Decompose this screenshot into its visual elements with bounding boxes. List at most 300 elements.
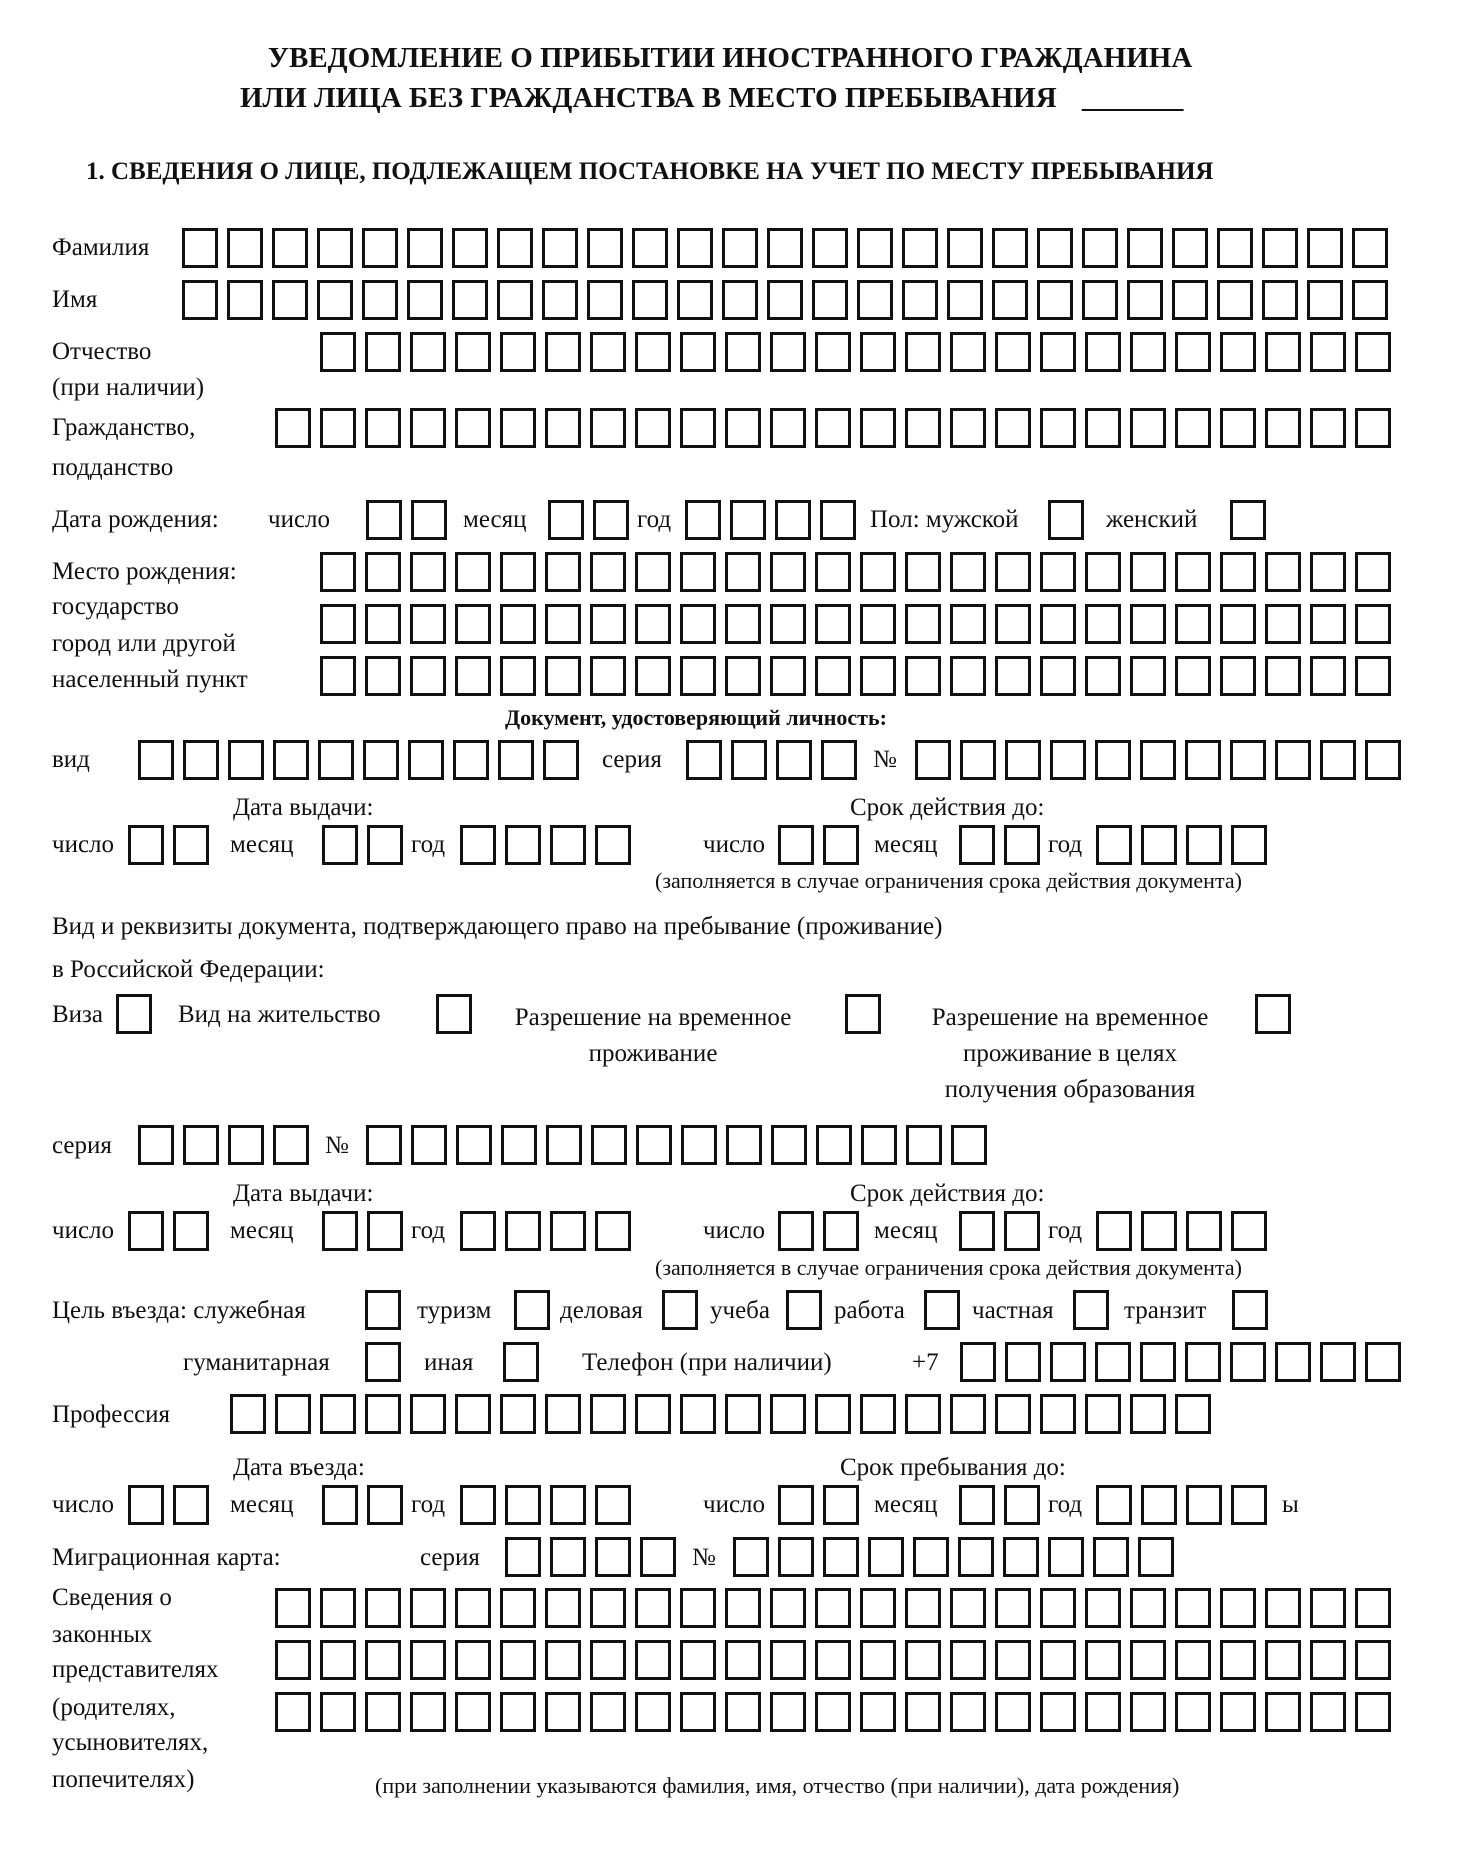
char-box[interactable] bbox=[138, 1125, 174, 1165]
char-box[interactable] bbox=[860, 604, 896, 644]
char-box[interactable] bbox=[590, 1692, 626, 1732]
char-box[interactable] bbox=[1040, 1394, 1076, 1434]
char-box[interactable] bbox=[1307, 228, 1343, 268]
char-box[interactable] bbox=[1355, 1640, 1391, 1680]
char-box[interactable] bbox=[725, 656, 761, 696]
char-box[interactable] bbox=[411, 500, 447, 540]
trp-edu-checkbox[interactable] bbox=[1255, 994, 1291, 1034]
migration-series-cells[interactable] bbox=[505, 1537, 676, 1577]
char-box[interactable] bbox=[1186, 1485, 1222, 1525]
char-box[interactable] bbox=[173, 825, 209, 865]
char-box[interactable] bbox=[823, 1485, 859, 1525]
char-box[interactable] bbox=[1275, 740, 1311, 780]
char-box[interactable] bbox=[722, 280, 758, 320]
birthplace-cells-3[interactable] bbox=[320, 656, 1391, 696]
stay-valid-year-cells[interactable] bbox=[1096, 1211, 1267, 1251]
char-box[interactable] bbox=[905, 604, 941, 644]
doc-series-cells[interactable] bbox=[686, 740, 857, 780]
char-box[interactable] bbox=[500, 1640, 536, 1680]
char-box[interactable] bbox=[1096, 1485, 1132, 1525]
char-box[interactable] bbox=[595, 1485, 631, 1525]
char-box[interactable] bbox=[632, 280, 668, 320]
char-box[interactable] bbox=[317, 228, 353, 268]
char-box[interactable] bbox=[1140, 740, 1176, 780]
char-box[interactable] bbox=[1220, 1588, 1256, 1628]
birth-month-cells[interactable] bbox=[548, 500, 629, 540]
char-box[interactable] bbox=[680, 332, 716, 372]
char-box[interactable] bbox=[681, 1125, 717, 1165]
char-box[interactable] bbox=[410, 408, 446, 448]
char-box[interactable] bbox=[1004, 1211, 1040, 1251]
char-box[interactable] bbox=[367, 825, 403, 865]
char-box[interactable] bbox=[960, 1342, 996, 1382]
char-box[interactable] bbox=[635, 332, 671, 372]
char-box[interactable] bbox=[500, 332, 536, 372]
char-box[interactable] bbox=[455, 1394, 491, 1434]
char-box[interactable] bbox=[905, 1640, 941, 1680]
char-box[interactable] bbox=[1220, 332, 1256, 372]
char-box[interactable] bbox=[317, 280, 353, 320]
char-box[interactable] bbox=[860, 1588, 896, 1628]
char-box[interactable] bbox=[995, 1588, 1031, 1628]
char-box[interactable] bbox=[1130, 656, 1166, 696]
char-box[interactable] bbox=[725, 1692, 761, 1732]
char-box[interactable] bbox=[460, 1211, 496, 1251]
char-box[interactable] bbox=[635, 1588, 671, 1628]
char-box[interactable] bbox=[958, 1537, 994, 1577]
char-box[interactable] bbox=[725, 332, 761, 372]
char-box[interactable] bbox=[545, 1394, 581, 1434]
char-box[interactable] bbox=[1186, 1211, 1222, 1251]
char-box[interactable] bbox=[992, 280, 1028, 320]
char-box[interactable] bbox=[635, 552, 671, 592]
char-box[interactable] bbox=[1085, 604, 1121, 644]
char-box[interactable] bbox=[1096, 1211, 1132, 1251]
char-box[interactable] bbox=[995, 1394, 1031, 1434]
char-box[interactable] bbox=[1355, 604, 1391, 644]
visa-checkbox[interactable] bbox=[116, 994, 152, 1034]
char-box[interactable] bbox=[1040, 1640, 1076, 1680]
stay-issue-year-cells[interactable] bbox=[460, 1211, 631, 1251]
stay-issue-day-cells[interactable] bbox=[128, 1211, 209, 1251]
char-box[interactable] bbox=[183, 740, 219, 780]
char-box[interactable] bbox=[1217, 280, 1253, 320]
birthplace-cells-2[interactable] bbox=[320, 604, 1391, 644]
char-box[interactable] bbox=[1217, 228, 1253, 268]
char-box[interactable] bbox=[128, 825, 164, 865]
char-box[interactable] bbox=[227, 280, 263, 320]
char-box[interactable] bbox=[460, 825, 496, 865]
char-box[interactable] bbox=[1004, 825, 1040, 865]
char-box[interactable] bbox=[590, 1394, 626, 1434]
char-box[interactable] bbox=[550, 1485, 586, 1525]
char-box[interactable] bbox=[228, 1125, 264, 1165]
surname-cells[interactable] bbox=[182, 228, 1388, 268]
char-box[interactable] bbox=[730, 500, 766, 540]
char-box[interactable] bbox=[632, 228, 668, 268]
char-box[interactable] bbox=[1130, 552, 1166, 592]
char-box[interactable] bbox=[1085, 1640, 1121, 1680]
char-box[interactable] bbox=[722, 228, 758, 268]
char-box[interactable] bbox=[1320, 740, 1356, 780]
char-box[interactable] bbox=[860, 656, 896, 696]
char-box[interactable] bbox=[1040, 1692, 1076, 1732]
char-box[interactable] bbox=[677, 228, 713, 268]
char-box[interactable] bbox=[770, 656, 806, 696]
char-box[interactable] bbox=[1040, 1588, 1076, 1628]
char-box[interactable] bbox=[1355, 552, 1391, 592]
char-box[interactable] bbox=[1130, 1394, 1166, 1434]
char-box[interactable] bbox=[959, 825, 995, 865]
purpose-tourism-checkbox[interactable] bbox=[514, 1290, 550, 1330]
char-box[interactable] bbox=[322, 1485, 358, 1525]
char-box[interactable] bbox=[1175, 1640, 1211, 1680]
doc-issue-day-cells[interactable] bbox=[128, 825, 209, 865]
char-box[interactable] bbox=[320, 332, 356, 372]
char-box[interactable] bbox=[767, 280, 803, 320]
citizenship-cells[interactable] bbox=[275, 408, 1391, 448]
char-box[interactable] bbox=[771, 1125, 807, 1165]
char-box[interactable] bbox=[1265, 552, 1301, 592]
stay-series-cells[interactable] bbox=[138, 1125, 309, 1165]
char-box[interactable] bbox=[590, 1640, 626, 1680]
char-box[interactable] bbox=[915, 740, 951, 780]
char-box[interactable] bbox=[1320, 1342, 1356, 1382]
char-box[interactable] bbox=[410, 1692, 446, 1732]
char-box[interactable] bbox=[960, 740, 996, 780]
char-box[interactable] bbox=[272, 228, 308, 268]
char-box[interactable] bbox=[857, 228, 893, 268]
char-box[interactable] bbox=[320, 1588, 356, 1628]
char-box[interactable] bbox=[1141, 1485, 1177, 1525]
char-box[interactable] bbox=[1310, 408, 1346, 448]
char-box[interactable] bbox=[778, 1537, 814, 1577]
char-box[interactable] bbox=[1310, 332, 1346, 372]
char-box[interactable] bbox=[778, 1211, 814, 1251]
char-box[interactable] bbox=[725, 604, 761, 644]
char-box[interactable] bbox=[815, 1640, 851, 1680]
char-box[interactable] bbox=[1175, 656, 1211, 696]
char-box[interactable] bbox=[770, 1394, 806, 1434]
char-box[interactable] bbox=[595, 1537, 631, 1577]
char-box[interactable] bbox=[182, 228, 218, 268]
char-box[interactable] bbox=[1172, 228, 1208, 268]
char-box[interactable] bbox=[861, 1125, 897, 1165]
entry-month-cells[interactable] bbox=[322, 1485, 403, 1525]
char-box[interactable] bbox=[1355, 332, 1391, 372]
char-box[interactable] bbox=[505, 1537, 541, 1577]
char-box[interactable] bbox=[1085, 332, 1121, 372]
char-box[interactable] bbox=[686, 740, 722, 780]
char-box[interactable] bbox=[410, 332, 446, 372]
char-box[interactable] bbox=[1230, 1342, 1266, 1382]
sex-male-checkbox[interactable] bbox=[1048, 500, 1084, 540]
char-box[interactable] bbox=[545, 1588, 581, 1628]
char-box[interactable] bbox=[1175, 1692, 1211, 1732]
purpose-work-checkbox[interactable] bbox=[924, 1290, 960, 1330]
char-box[interactable] bbox=[367, 1485, 403, 1525]
char-box[interactable] bbox=[362, 228, 398, 268]
char-box[interactable] bbox=[823, 1211, 859, 1251]
char-box[interactable] bbox=[815, 552, 851, 592]
char-box[interactable] bbox=[1093, 1537, 1129, 1577]
stay-valid-day-cells[interactable] bbox=[778, 1211, 859, 1251]
stay-until-month-cells[interactable] bbox=[959, 1485, 1040, 1525]
char-box[interactable] bbox=[1355, 1692, 1391, 1732]
char-box[interactable] bbox=[1127, 280, 1163, 320]
char-box[interactable] bbox=[1005, 740, 1041, 780]
char-box[interactable] bbox=[1082, 228, 1118, 268]
char-box[interactable] bbox=[500, 656, 536, 696]
char-box[interactable] bbox=[365, 1640, 401, 1680]
profession-cells[interactable] bbox=[230, 1394, 1211, 1434]
char-box[interactable] bbox=[545, 408, 581, 448]
char-box[interactable] bbox=[1005, 1342, 1041, 1382]
char-box[interactable] bbox=[1310, 1692, 1346, 1732]
char-box[interactable] bbox=[275, 1640, 311, 1680]
char-box[interactable] bbox=[1130, 1692, 1166, 1732]
char-box[interactable] bbox=[1096, 825, 1132, 865]
char-box[interactable] bbox=[1231, 1485, 1267, 1525]
char-box[interactable] bbox=[1085, 1692, 1121, 1732]
char-box[interactable] bbox=[1175, 552, 1211, 592]
char-box[interactable] bbox=[227, 228, 263, 268]
char-box[interactable] bbox=[995, 332, 1031, 372]
char-box[interactable] bbox=[823, 825, 859, 865]
char-box[interactable] bbox=[365, 408, 401, 448]
char-box[interactable] bbox=[1262, 280, 1298, 320]
char-box[interactable] bbox=[1265, 1588, 1301, 1628]
char-box[interactable] bbox=[1037, 280, 1073, 320]
char-box[interactable] bbox=[950, 1394, 986, 1434]
trp-checkbox[interactable] bbox=[845, 994, 881, 1034]
char-box[interactable] bbox=[1231, 1211, 1267, 1251]
char-box[interactable] bbox=[995, 1692, 1031, 1732]
char-box[interactable] bbox=[545, 1692, 581, 1732]
char-box[interactable] bbox=[410, 604, 446, 644]
char-box[interactable] bbox=[823, 1537, 859, 1577]
entry-day-cells[interactable] bbox=[128, 1485, 209, 1525]
char-box[interactable] bbox=[1175, 408, 1211, 448]
char-box[interactable] bbox=[366, 500, 402, 540]
char-box[interactable] bbox=[1040, 604, 1076, 644]
char-box[interactable] bbox=[590, 1588, 626, 1628]
char-box[interactable] bbox=[365, 1394, 401, 1434]
char-box[interactable] bbox=[455, 1692, 491, 1732]
char-box[interactable] bbox=[725, 1588, 761, 1628]
char-box[interactable] bbox=[500, 1692, 536, 1732]
char-box[interactable] bbox=[183, 1125, 219, 1165]
char-box[interactable] bbox=[950, 1588, 986, 1628]
char-box[interactable] bbox=[1175, 604, 1211, 644]
char-box[interactable] bbox=[500, 1394, 536, 1434]
char-box[interactable] bbox=[820, 500, 856, 540]
char-box[interactable] bbox=[1310, 552, 1346, 592]
stay-number-cells[interactable] bbox=[366, 1125, 987, 1165]
char-box[interactable] bbox=[816, 1125, 852, 1165]
char-box[interactable] bbox=[550, 825, 586, 865]
char-box[interactable] bbox=[501, 1125, 537, 1165]
char-box[interactable] bbox=[1265, 604, 1301, 644]
char-box[interactable] bbox=[1365, 1342, 1401, 1382]
char-box[interactable] bbox=[275, 1588, 311, 1628]
char-box[interactable] bbox=[1141, 825, 1177, 865]
char-box[interactable] bbox=[411, 1125, 447, 1165]
char-box[interactable] bbox=[1265, 656, 1301, 696]
char-box[interactable] bbox=[906, 1125, 942, 1165]
char-box[interactable] bbox=[1185, 740, 1221, 780]
char-box[interactable] bbox=[407, 228, 443, 268]
char-box[interactable] bbox=[815, 1588, 851, 1628]
char-box[interactable] bbox=[500, 1588, 536, 1628]
char-box[interactable] bbox=[1050, 740, 1086, 780]
char-box[interactable] bbox=[770, 1588, 806, 1628]
char-box[interactable] bbox=[590, 332, 626, 372]
stay-until-day-cells[interactable] bbox=[778, 1485, 859, 1525]
char-box[interactable] bbox=[1175, 1394, 1211, 1434]
char-box[interactable] bbox=[950, 604, 986, 644]
char-box[interactable] bbox=[407, 280, 443, 320]
char-box[interactable] bbox=[1040, 332, 1076, 372]
char-box[interactable] bbox=[1231, 825, 1267, 865]
char-box[interactable] bbox=[857, 280, 893, 320]
char-box[interactable] bbox=[1004, 1485, 1040, 1525]
char-box[interactable] bbox=[230, 1394, 266, 1434]
char-box[interactable] bbox=[995, 604, 1031, 644]
migration-number-cells[interactable] bbox=[733, 1537, 1174, 1577]
reps-cells-2[interactable] bbox=[275, 1640, 1391, 1680]
char-box[interactable] bbox=[498, 740, 534, 780]
char-box[interactable] bbox=[902, 228, 938, 268]
char-box[interactable] bbox=[640, 1537, 676, 1577]
purpose-study-checkbox[interactable] bbox=[786, 1290, 822, 1330]
char-box[interactable] bbox=[1040, 552, 1076, 592]
doc-type-cells[interactable] bbox=[138, 740, 579, 780]
char-box[interactable] bbox=[815, 656, 851, 696]
char-box[interactable] bbox=[1130, 1640, 1166, 1680]
char-box[interactable] bbox=[320, 1640, 356, 1680]
char-box[interactable] bbox=[365, 604, 401, 644]
char-box[interactable] bbox=[1307, 280, 1343, 320]
char-box[interactable] bbox=[362, 280, 398, 320]
char-box[interactable] bbox=[1355, 656, 1391, 696]
purpose-private-checkbox[interactable] bbox=[1073, 1290, 1109, 1330]
char-box[interactable] bbox=[1185, 1342, 1221, 1382]
char-box[interactable] bbox=[138, 740, 174, 780]
char-box[interactable] bbox=[1265, 1692, 1301, 1732]
char-box[interactable] bbox=[1220, 552, 1256, 592]
char-box[interactable] bbox=[860, 408, 896, 448]
char-box[interactable] bbox=[1040, 656, 1076, 696]
char-box[interactable] bbox=[635, 1640, 671, 1680]
char-box[interactable] bbox=[1265, 332, 1301, 372]
char-box[interactable] bbox=[1085, 408, 1121, 448]
stay-until-year-cells[interactable] bbox=[1096, 1485, 1267, 1525]
char-box[interactable] bbox=[995, 552, 1031, 592]
char-box[interactable] bbox=[1220, 656, 1256, 696]
char-box[interactable] bbox=[767, 228, 803, 268]
char-box[interactable] bbox=[1037, 228, 1073, 268]
char-box[interactable] bbox=[905, 552, 941, 592]
char-box[interactable] bbox=[725, 408, 761, 448]
char-box[interactable] bbox=[1085, 1588, 1121, 1628]
char-box[interactable] bbox=[1130, 332, 1166, 372]
char-box[interactable] bbox=[1085, 552, 1121, 592]
char-box[interactable] bbox=[542, 280, 578, 320]
char-box[interactable] bbox=[455, 332, 491, 372]
char-box[interactable] bbox=[778, 825, 814, 865]
char-box[interactable] bbox=[1230, 740, 1266, 780]
char-box[interactable] bbox=[500, 604, 536, 644]
char-box[interactable] bbox=[860, 1640, 896, 1680]
purpose-transit-checkbox[interactable] bbox=[1232, 1290, 1268, 1330]
char-box[interactable] bbox=[680, 656, 716, 696]
char-box[interactable] bbox=[550, 1537, 586, 1577]
char-box[interactable] bbox=[182, 280, 218, 320]
char-box[interactable] bbox=[905, 1588, 941, 1628]
char-box[interactable] bbox=[950, 1640, 986, 1680]
char-box[interactable] bbox=[770, 408, 806, 448]
char-box[interactable] bbox=[1130, 1588, 1166, 1628]
char-box[interactable] bbox=[173, 1211, 209, 1251]
char-box[interactable] bbox=[726, 1125, 762, 1165]
char-box[interactable] bbox=[815, 1692, 851, 1732]
char-box[interactable] bbox=[366, 1125, 402, 1165]
char-box[interactable] bbox=[460, 1485, 496, 1525]
char-box[interactable] bbox=[1186, 825, 1222, 865]
char-box[interactable] bbox=[1095, 1342, 1131, 1382]
char-box[interactable] bbox=[545, 604, 581, 644]
char-box[interactable] bbox=[812, 228, 848, 268]
char-box[interactable] bbox=[995, 656, 1031, 696]
char-box[interactable] bbox=[635, 604, 671, 644]
char-box[interactable] bbox=[995, 1640, 1031, 1680]
char-box[interactable] bbox=[320, 552, 356, 592]
char-box[interactable] bbox=[770, 604, 806, 644]
char-box[interactable] bbox=[1220, 1692, 1256, 1732]
char-box[interactable] bbox=[680, 1692, 716, 1732]
char-box[interactable] bbox=[455, 604, 491, 644]
char-box[interactable] bbox=[913, 1537, 949, 1577]
char-box[interactable] bbox=[546, 1125, 582, 1165]
char-box[interactable] bbox=[905, 1394, 941, 1434]
char-box[interactable] bbox=[365, 1588, 401, 1628]
stay-valid-month-cells[interactable] bbox=[959, 1211, 1040, 1251]
char-box[interactable] bbox=[505, 825, 541, 865]
char-box[interactable] bbox=[905, 332, 941, 372]
reps-cells-1[interactable] bbox=[275, 1588, 1391, 1628]
char-box[interactable] bbox=[860, 1692, 896, 1732]
char-box[interactable] bbox=[959, 1211, 995, 1251]
char-box[interactable] bbox=[680, 1394, 716, 1434]
doc-valid-year-cells[interactable] bbox=[1096, 825, 1267, 865]
char-box[interactable] bbox=[860, 1394, 896, 1434]
char-box[interactable] bbox=[410, 1640, 446, 1680]
char-box[interactable] bbox=[1085, 1394, 1121, 1434]
purpose-other-checkbox[interactable] bbox=[503, 1342, 539, 1382]
residence-permit-checkbox[interactable] bbox=[436, 994, 472, 1034]
char-box[interactable] bbox=[408, 740, 444, 780]
char-box[interactable] bbox=[228, 740, 264, 780]
char-box[interactable] bbox=[776, 740, 812, 780]
char-box[interactable] bbox=[1138, 1537, 1174, 1577]
char-box[interactable] bbox=[593, 500, 629, 540]
char-box[interactable] bbox=[950, 332, 986, 372]
char-box[interactable] bbox=[452, 280, 488, 320]
char-box[interactable] bbox=[905, 656, 941, 696]
stay-issue-month-cells[interactable] bbox=[322, 1211, 403, 1251]
char-box[interactable] bbox=[733, 1537, 769, 1577]
